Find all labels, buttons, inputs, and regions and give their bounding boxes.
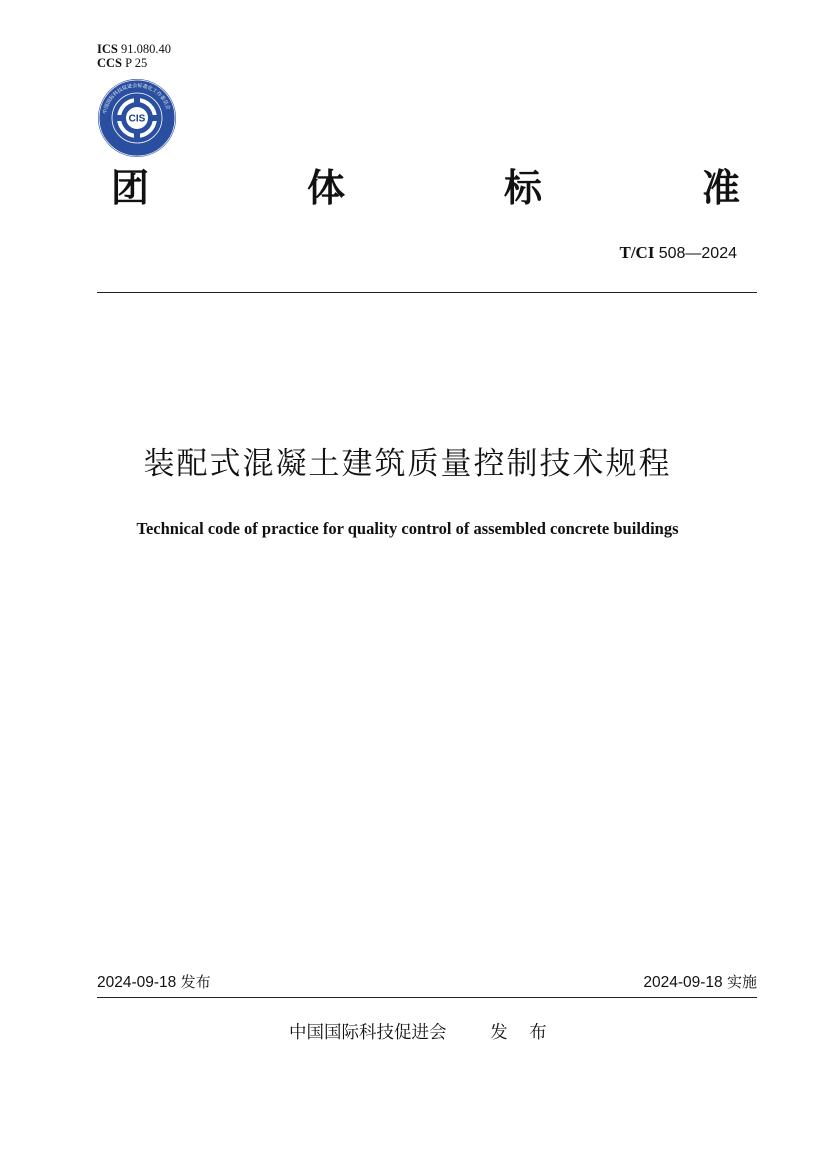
doc-type-char-3: 标 xyxy=(504,166,543,210)
doc-type-char-2: 体 xyxy=(307,166,346,210)
document-title-en: Technical code of practice for quality control of assembled concrete buildings xyxy=(136,519,679,538)
ccs-label: CCS xyxy=(97,56,123,70)
standard-prefix: T/CI xyxy=(619,243,655,262)
ics-label: ICS xyxy=(97,42,118,56)
ccs-value: P 25 xyxy=(125,56,148,70)
publish-date xyxy=(97,972,211,993)
publisher-name: 中国国际科技促进会 xyxy=(289,1023,447,1043)
implement-date-value: 2024-09-18 xyxy=(643,974,723,991)
cis-logo-icon xyxy=(97,78,177,158)
publisher-label: 发 布 xyxy=(490,1023,555,1043)
publisher xyxy=(289,1022,555,1044)
ccs-code xyxy=(97,56,147,70)
standard-code: 508—2024 xyxy=(658,245,737,262)
bottom-divider xyxy=(97,997,757,998)
doc-type-char-4: 准 xyxy=(702,166,741,210)
implement-date-label: 实施 xyxy=(726,973,757,991)
publish-date-value: 2024-09-18 xyxy=(97,974,177,991)
logo-ring-text: 中国国际科技促进会标准化工作委员会 xyxy=(102,82,171,115)
ics-code xyxy=(97,42,171,56)
implement-date xyxy=(643,972,757,993)
standard-number xyxy=(619,243,737,264)
ics-value: 91.080.40 xyxy=(120,42,171,56)
publish-date-label: 发布 xyxy=(180,973,211,991)
document-title-cn: 装配式混凝土建筑质量控制技术规程 xyxy=(143,446,672,482)
logo-text: CIS xyxy=(128,113,146,125)
top-divider xyxy=(97,292,757,293)
doc-type-char-1: 团 xyxy=(111,166,150,210)
